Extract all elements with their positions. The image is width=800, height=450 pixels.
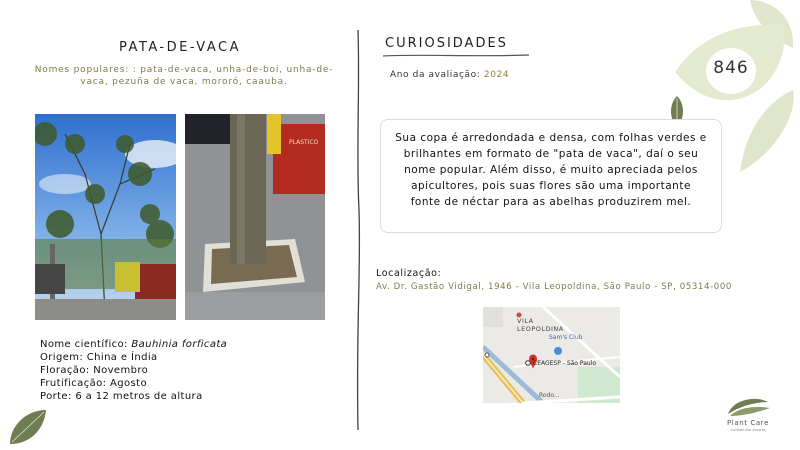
species-title: PATA-DE-VACA: [119, 40, 241, 55]
curiosity-text: Sua copa é arredondada e densa, com folhas verdes e brilhantes em formato de "pata de vaca", daí o seu nome popular. Além disso, é muito apreciada pelos apicultores, pois suas flores são uma importante fonte de néctar para as abelhas produzirem mel.: [395, 132, 707, 208]
map-place-sams: Sam's Club: [549, 334, 583, 341]
map-road: Rodo...: [539, 392, 560, 399]
tree-photo-street: [35, 114, 176, 320]
logo-name: Plant Care: [726, 419, 770, 427]
svg-text:PLASTICO: PLASTICO: [289, 139, 319, 146]
fact-origin: Origem: China e Índia: [40, 352, 158, 363]
fact-size: Porte: 6 a 12 metros de altura: [40, 391, 203, 402]
fact-fruiting: Frutificação: Agosto: [40, 378, 147, 389]
species-facts: [40, 338, 227, 403]
fact-flowering: Floração: Novembro: [40, 365, 149, 376]
tree-number: 846: [713, 58, 749, 78]
evaluation-year: Ano da avaliação: 2024: [390, 70, 510, 80]
leaf-icon-corner: [8, 408, 48, 446]
map-district: VILA LEOPOLDINA: [517, 317, 564, 333]
popular-names-label: Nomes populares:: [34, 65, 130, 75]
fact-scientific-name: Nome científico: Bauhinia forficata: [40, 339, 228, 350]
location-label: Localização:: [376, 268, 442, 279]
title-underline: [383, 52, 529, 58]
location-address: Av. Dr. Gastão Vidigal, 1946 - Vila Leopoldina, São Paulo - SP, 05314-000: [376, 282, 732, 292]
map-place-ceagesp: CEAGESP - São Paulo: [533, 360, 597, 367]
location-map[interactable]: [483, 307, 620, 403]
logo-tagline: cuidado das árvores: [730, 428, 766, 432]
curiosity-card: [380, 119, 722, 233]
tree-photo-trunk: [185, 114, 325, 320]
column-divider: [352, 30, 364, 430]
popular-names-list: : pata-de-vaca, unha-de-boi, unha-de-vaca, pezuña de vaca, mororó, caauba.: [80, 65, 334, 87]
popular-names: [28, 64, 340, 88]
curiosidades-title: CURIOSIDADES: [385, 36, 508, 51]
